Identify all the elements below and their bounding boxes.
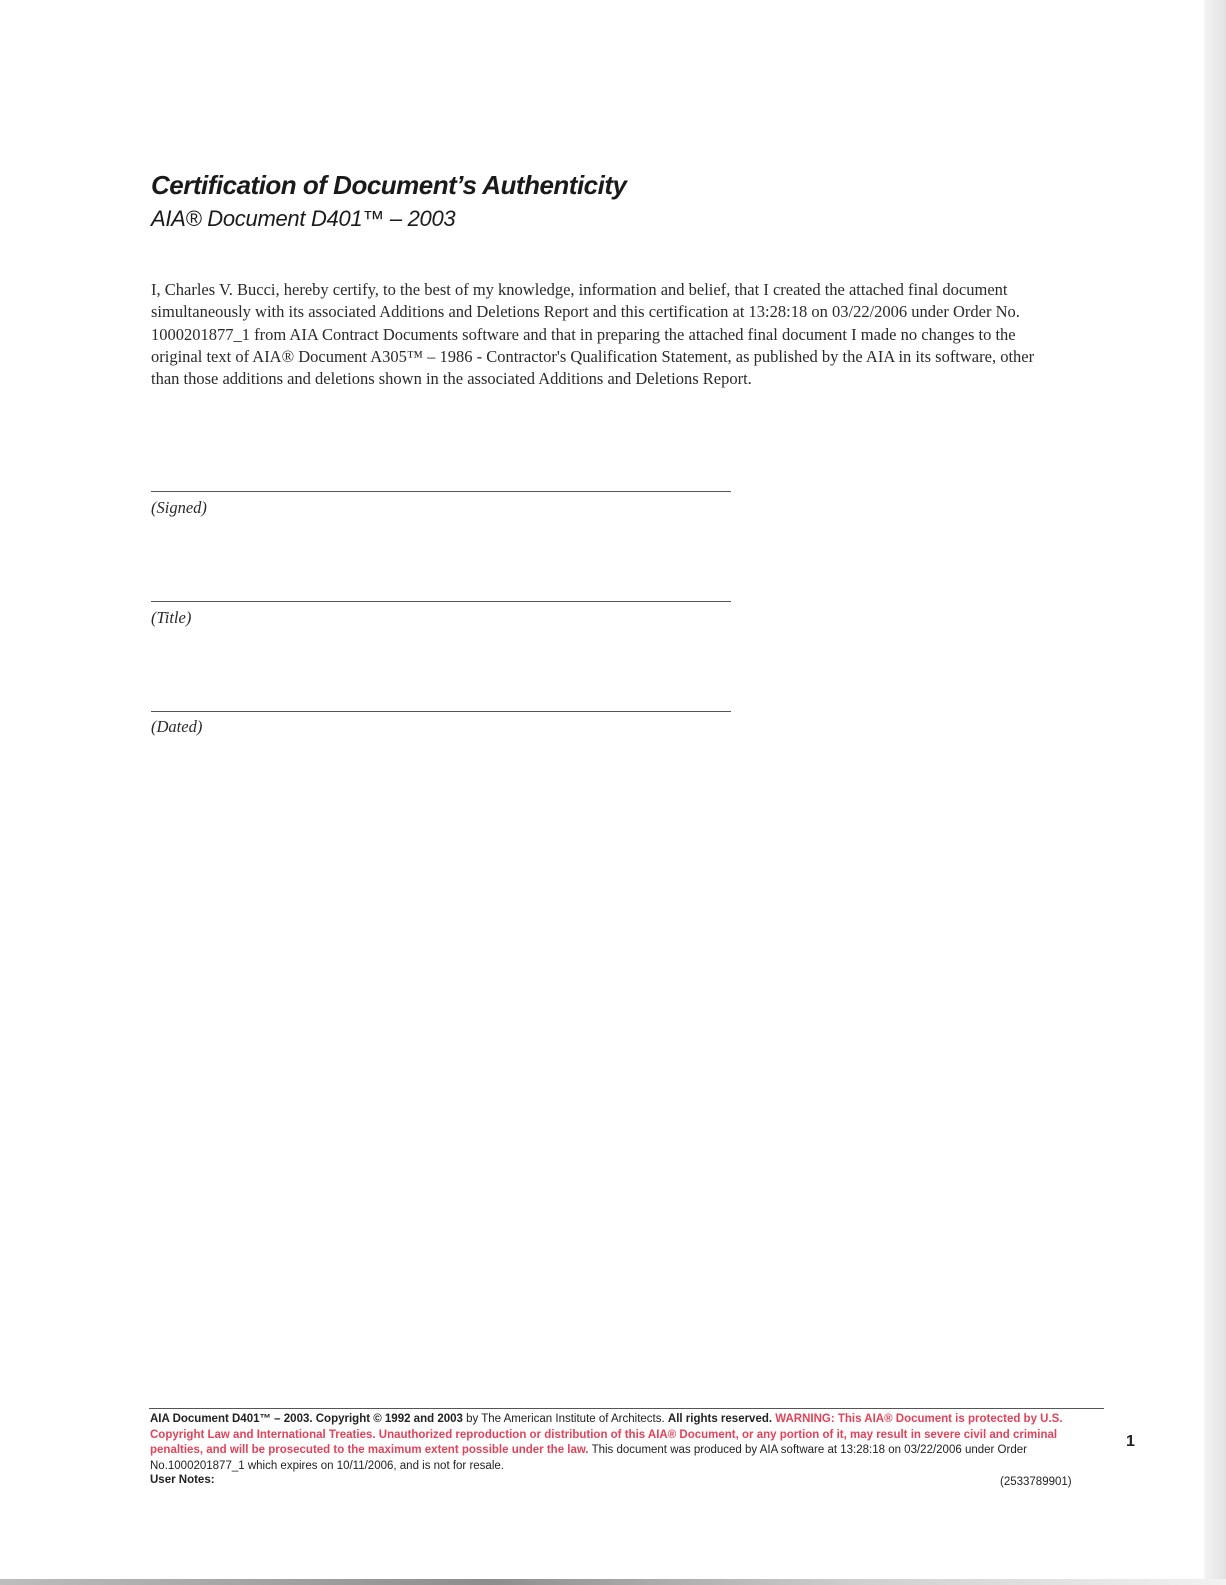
footer-rule (149, 1408, 1104, 1409)
document-subtitle: AIA® Document D401™ – 2003 (151, 206, 456, 231)
footer-produced: This document was produced by AIA software at 13:28:18 on 03/22/2006 under Order No.1000201877_1 which expires on 10/11/2006, and is not for resale. (150, 1444, 1027, 1472)
signed-line (151, 491, 731, 492)
document-title: Certification of Document’s Authenticity (151, 170, 627, 200)
signed-label: (Signed) (151, 498, 207, 517)
footer-rights: All rights reserved. (667, 1413, 773, 1425)
user-notes-label: User Notes: (150, 1474, 215, 1486)
footer-warning: WARNING: This AIA® Document is protected by U.S. Copyright Law and International Treaties. Unauthorized reproduction or distribution of this AIA® Document, or any portion of it, may result in severe civil and criminal penalties, and will be prosecuted to the maximum extent possible under the law. (150, 1413, 1063, 1456)
footer-notice (150, 1412, 1090, 1474)
document-id: (2533789901) (1000, 1476, 1072, 1488)
certification-paragraph: I, Charles V. Bucci, hereby certify, to the best of my knowledge, information and belief, that I created the attached final document simultaneously with its associated Additions and Deletions Report and this certification at 13:28:18 on 03/22/2006 under Order No. 1000201877_1 from AIA Contract Documents software and that in preparing the attached final document I made no changes to the original text of AIA® Document A305™ – 1986 - Contractor's Qualification Statement, as published by the AIA in its software, other than those additions and deletions shown in the associated Additions and Deletions Report. (151, 280, 1035, 389)
dated-label: (Dated) (151, 717, 203, 736)
scan-bottom-edge (0, 1579, 1226, 1585)
title-line (151, 601, 731, 602)
footer-doc-copyright: AIA Document D401™ – 2003. Copyright © 1992 and 2003 (150, 1413, 463, 1425)
page-number: 1 (1126, 1433, 1135, 1450)
footer-by-text: by The American Institute of Architects. (462, 1413, 668, 1425)
dated-line (151, 711, 731, 712)
page-edge-shadow (1204, 0, 1226, 1585)
title-label: (Title) (151, 608, 192, 627)
